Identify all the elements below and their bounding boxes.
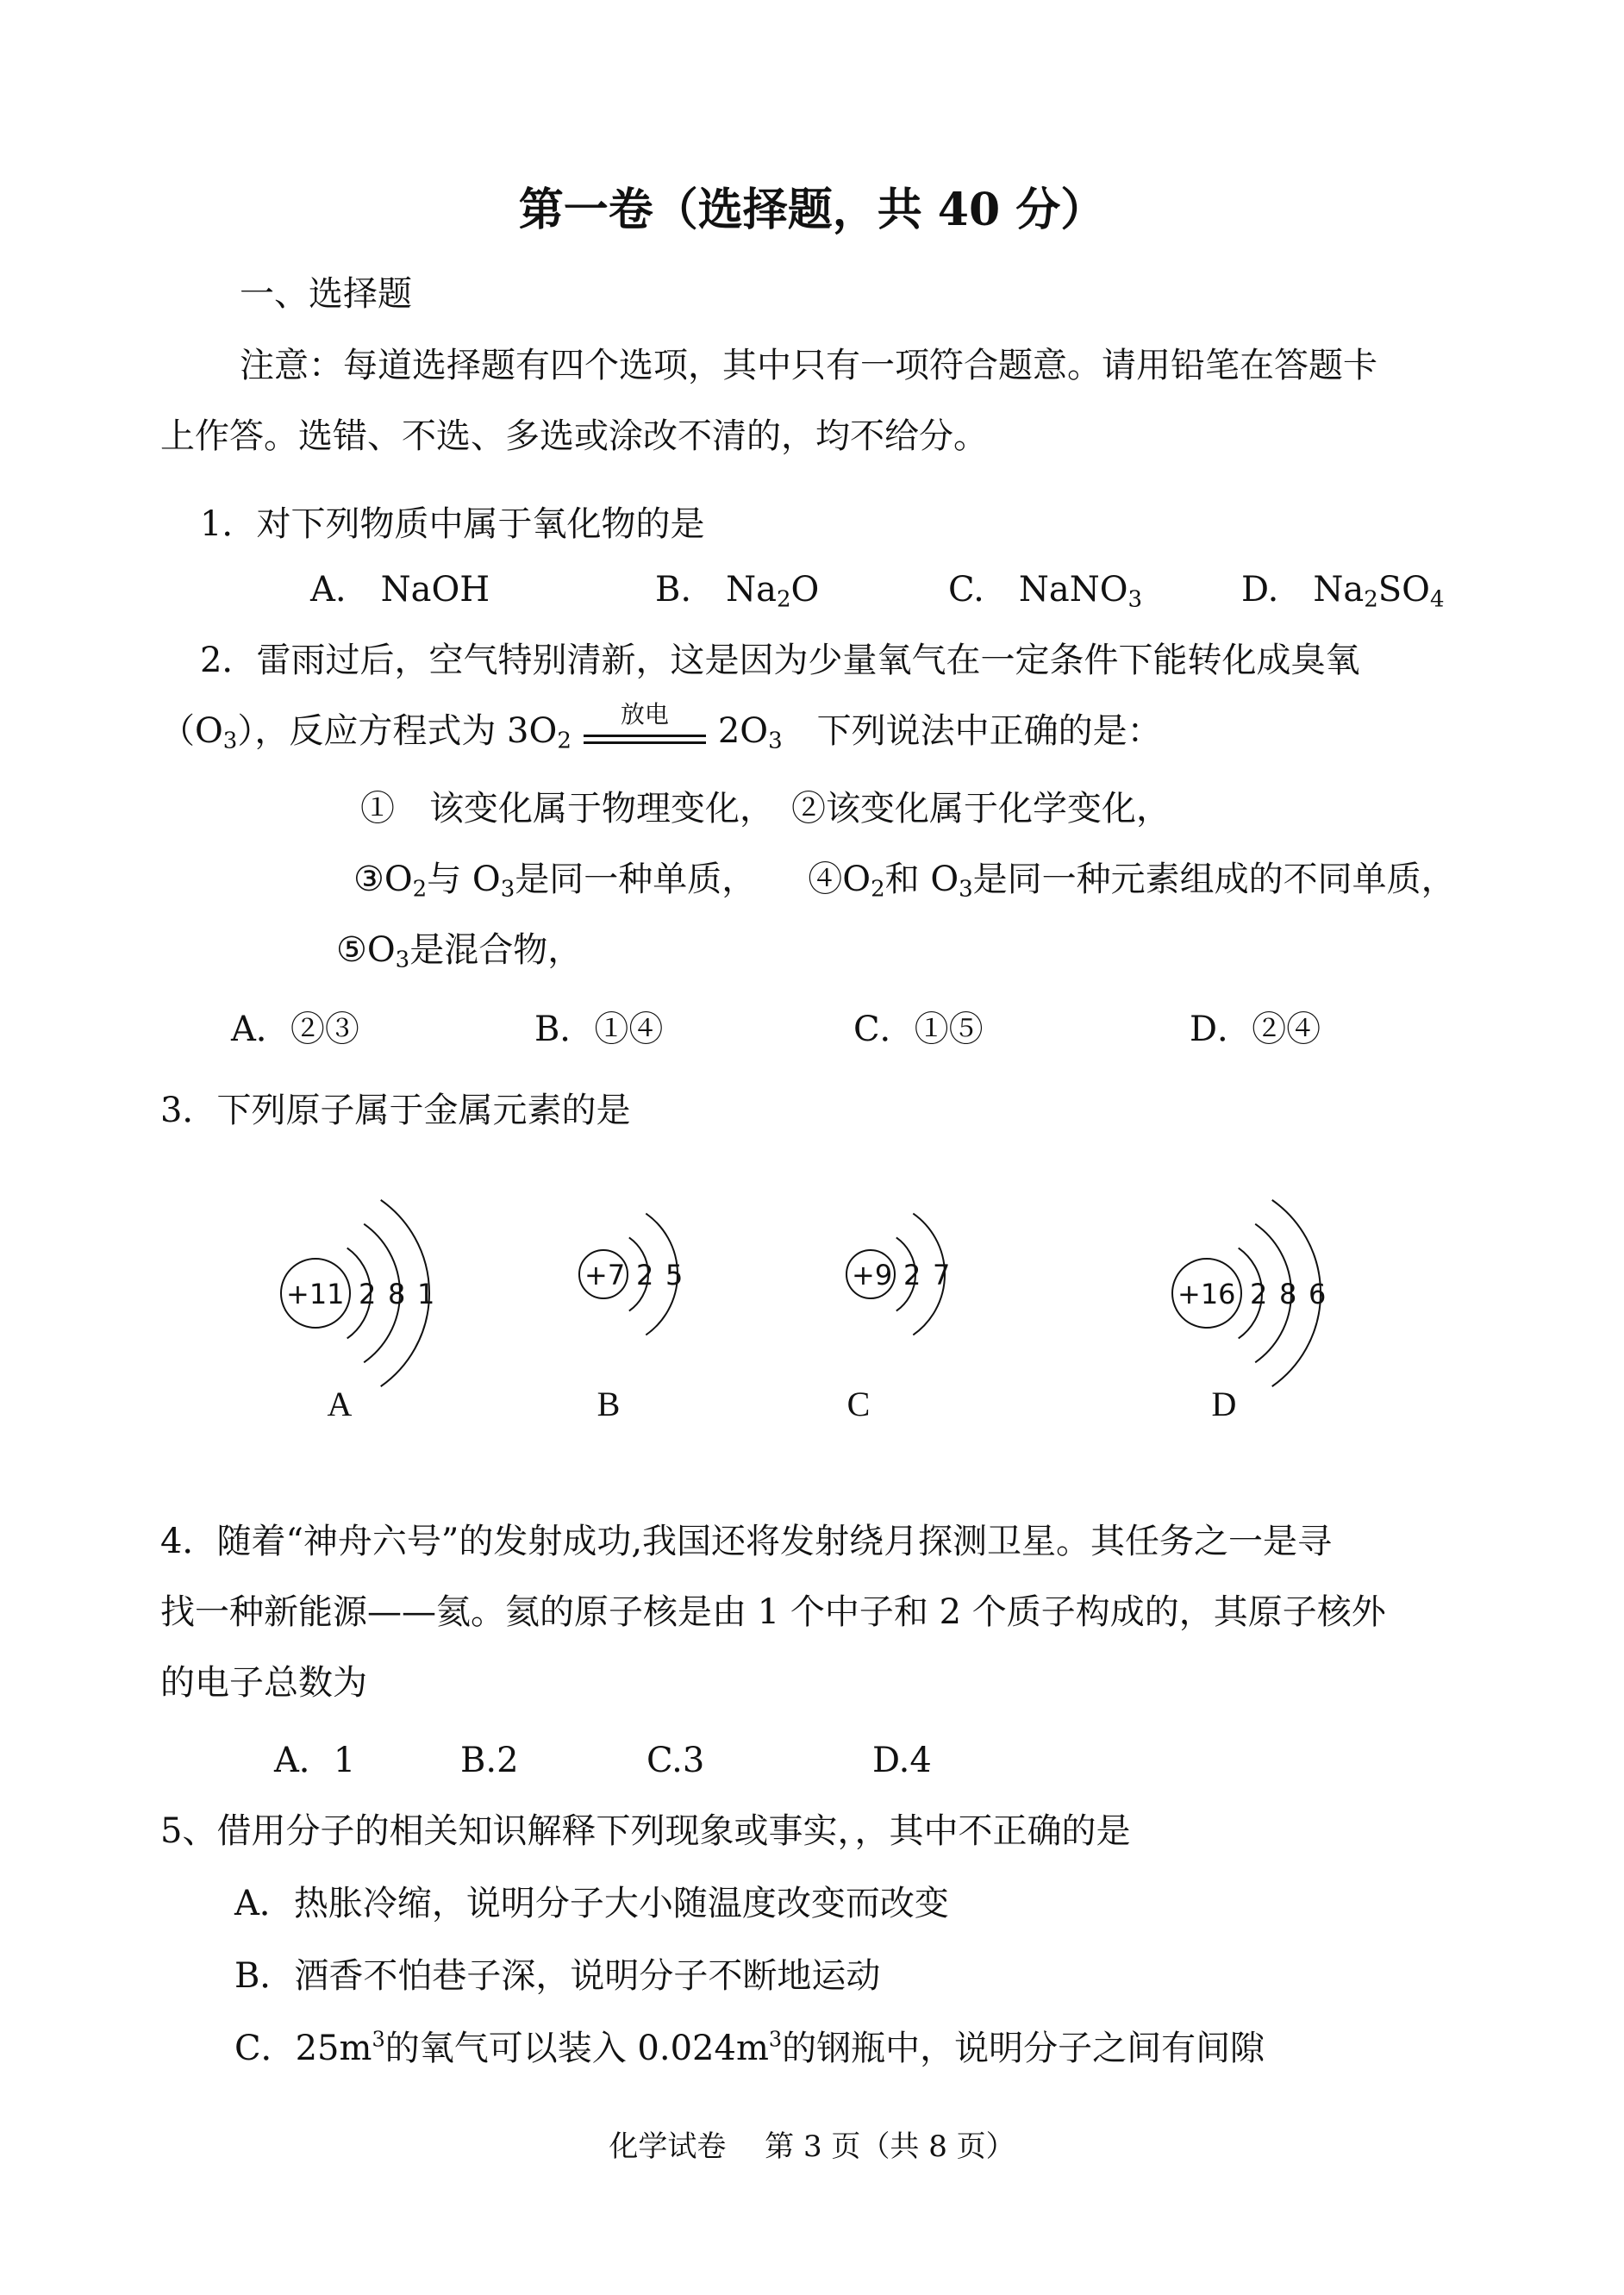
q2-line-1: 2．雷雨过后，空气特别清新，这是因为少量氧气在一定条件下能转化成臭氧 [200, 641, 1360, 680]
electron-count: 8 [1279, 1278, 1297, 1310]
q2-option-d: D．②④ [1190, 1010, 1321, 1049]
q4-line-2: 找一种新能源——氦。氦的原子核是由 1 个中子和 2 个质子构成的，其原子核外 [160, 1592, 1386, 1632]
electron-count: 1 [417, 1278, 435, 1310]
atom-label-c: C [846, 1385, 871, 1423]
atom-label-a: A [327, 1385, 353, 1423]
q1-option-a: A. NaOH [310, 570, 490, 610]
q1-option-c: C. NaNO$_3$ [948, 570, 1143, 613]
q4-line-1: 4．随着“神舟六号”的发射成功,我国还将发射绕月探测卫星。其任务之一是寻 [160, 1522, 1333, 1561]
q1-option-b: B. $Na_2O$ [655, 570, 820, 613]
q1-option-d: D. $Na_2SO_4$ [1241, 570, 1445, 613]
atom-label-d: D [1211, 1385, 1237, 1423]
q5-option-a: A．热胀冷缩，说明分子大小随温度改变而改变 [234, 1884, 949, 1923]
q4-option-c: C.3 [646, 1741, 705, 1780]
electron-count: 6 [1309, 1278, 1327, 1310]
nucleus-charge: +16 [1177, 1278, 1236, 1310]
q1-stem: 1．对下列物质中属于氧化物的是 [200, 504, 705, 544]
q2-line-2: $(O_3)$，反应方程式为 $3O_2$ 放电 $2O_3$ 下列说法中正确的是： [160, 700, 1162, 754]
electron-count: 2 [1250, 1278, 1268, 1310]
q4-line-3: 的电子总数为 [160, 1663, 367, 1703]
q2-option-a: A．②③ [231, 1010, 359, 1049]
q3-stem: 3．下列原子属于金属元素的是 [160, 1091, 631, 1130]
section-heading: 一、选择题 [240, 274, 412, 314]
electron-count: 8 [388, 1278, 406, 1310]
page-title: 第一卷（选择题，共 40 分） [518, 184, 1106, 236]
atom-diagram-a [281, 1200, 434, 1386]
q5-option-c: C．$25m^3$的氧气可以装入 $0.024m^3$的钢瓶中，说明分子之间有间隙 [234, 2027, 1265, 2068]
atom-diagram-c [846, 1214, 950, 1335]
q2-option-c: C．①⑤ [853, 1010, 984, 1049]
atom-label-b: B [597, 1385, 621, 1423]
notice-line-1: 注意：每道选择题有四个选项，其中只有一项符合题意。请用铅笔在答题卡 [240, 346, 1377, 385]
nucleus-charge: +9 [852, 1259, 893, 1291]
electron-count: 2 [359, 1278, 377, 1310]
q5-option-b: B．酒香不怕巷子深，说明分子不断地运动 [234, 1956, 881, 1996]
page-footer: 化学试卷 第 3 页（共 8 页） [609, 2129, 1015, 2164]
electron-count: 7 [933, 1259, 951, 1291]
q2-statement-5: $⑤O_3$是混合物， [336, 930, 583, 973]
electron-count: 5 [665, 1259, 684, 1291]
nucleus-charge: +11 [286, 1278, 345, 1310]
notice-line-2: 上作答。选错、不选、多选或涂改不清的，均不给分。 [160, 416, 988, 456]
q4-option-b: B.2 [460, 1741, 519, 1780]
electron-count: 2 [636, 1259, 654, 1291]
atom-diagram-d [1172, 1200, 1326, 1386]
atom-diagram-b [579, 1214, 683, 1335]
q4-option-a: A．1 [274, 1741, 356, 1780]
atomic-structure-diagrams [259, 1181, 1336, 1440]
reaction-condition-arrow [580, 700, 709, 754]
electron-count: 2 [903, 1259, 921, 1291]
q4-option-d: D.4 [872, 1741, 932, 1780]
q2-statement-3-4: $③O_2$与 $O_3$是同一种单质， $④O_2$和 $O_3$是同一种元素组成的不同单质， [353, 860, 1456, 903]
reaction-condition: 放电 [620, 700, 669, 729]
q2-statement-1-2: ① 该变化属于物理变化， ②该变化属于化学变化， [360, 789, 1171, 829]
nucleus-charge: +7 [584, 1259, 626, 1291]
q2-option-b: B．①④ [534, 1010, 664, 1049]
q5-stem: 5、借用分子的相关知识解释下列现象或事实，，其中不正确的是 [160, 1811, 1131, 1851]
